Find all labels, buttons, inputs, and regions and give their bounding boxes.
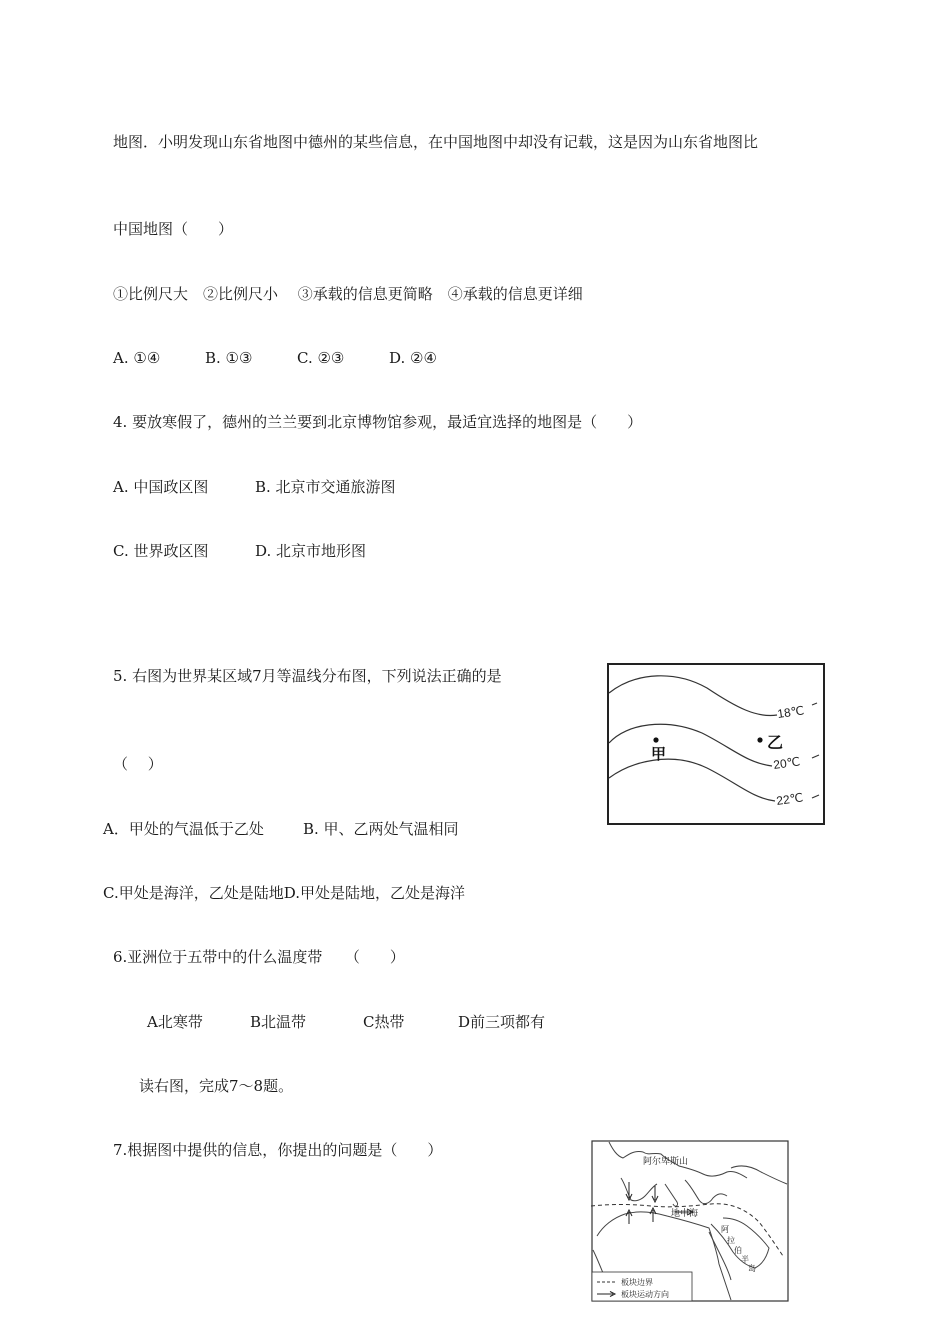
q6-option-d: D前三项都有	[458, 1013, 546, 1031]
q5-options-row2: C.甲处是海洋，乙处是陆地D.甲处是陆地，乙处是海洋	[103, 884, 465, 902]
legend-motion-label: 板块运动方向	[621, 1290, 669, 1299]
q5-option-b: B. 甲、乙两处气温相同	[303, 820, 459, 838]
q4-options-row1	[113, 477, 396, 497]
q4-option-b: B. 北京市交通旅游图	[255, 478, 396, 496]
q6-options	[147, 1012, 545, 1032]
q3-line2: 中国地图（ ）	[113, 220, 234, 238]
label-arabia-3: 伯	[734, 1246, 742, 1255]
point-jia-dot	[653, 737, 658, 742]
legend-boundary-label: 板块边界	[621, 1278, 653, 1287]
q6-stem: 6.亚洲位于五带中的什么温度带 （ ）	[113, 948, 405, 966]
point-jia-label: 甲	[651, 745, 667, 763]
point-yi-dot	[757, 737, 762, 742]
plate-boundary-map	[591, 1140, 789, 1302]
isotherm-map	[607, 663, 825, 825]
q5-options-row1	[103, 819, 459, 839]
q3-line1: 地图．小明发现山东省地图中德州的某些信息，在中国地图中却没有记载，这是因为山东省地图比	[113, 133, 759, 151]
q4-option-c: C. 世界政区图	[113, 542, 209, 560]
q6-option-c: C热带	[363, 1013, 405, 1031]
q5-option-a: A．甲处的气温低于乙处	[103, 820, 264, 838]
label-mediterranean: 地中海	[671, 1209, 699, 1219]
q3-option-d: D. ②④	[389, 349, 437, 367]
q4-stem: 4. 要放寒假了，德州的兰兰要到北京博物馆参观，最适宜选择的地图是（ ）	[113, 413, 643, 431]
label-22c: 22℃	[775, 790, 804, 808]
q6-option-b: B北温带	[250, 1013, 307, 1031]
label-arabia-1: 阿	[721, 1225, 729, 1234]
label-alps: 阿尔卑斯山	[643, 1157, 689, 1167]
q5-paren: （ ）	[113, 755, 163, 773]
q4-option-d: D. 北京市地形图	[255, 542, 367, 560]
label-arabia-4: 半	[741, 1255, 749, 1264]
label-arabia-2: 拉	[727, 1236, 735, 1245]
q6-option-a: A北寒带	[147, 1013, 203, 1031]
point-yi-label: 乙	[767, 733, 784, 752]
q3-options	[113, 348, 437, 368]
q4-option-a: A. 中国政区图	[113, 478, 209, 496]
label-18c: 18℃	[776, 703, 805, 721]
q3-option-c: C. ②③	[297, 349, 345, 367]
q3-option-a: A. ①④	[113, 349, 161, 367]
label-arabia-5: 岛	[748, 1264, 756, 1273]
label-20c: 20℃	[772, 754, 801, 772]
q5-stem: 5. 右图为世界某区域7月等温线分布图，下列说法正确的是	[113, 667, 502, 685]
q4-options-row2	[113, 541, 366, 561]
q7-stem: 7.根据图中提供的信息，你提出的问题是（ ）	[113, 1141, 443, 1159]
q3-items: ①比例尺大 ②比例尺小 ③承载的信息更简略 ④承载的信息更详细	[113, 285, 583, 303]
q3-option-b: B. ①③	[205, 349, 253, 367]
reading-instruction: 读右图，完成7～8题。	[139, 1077, 294, 1095]
